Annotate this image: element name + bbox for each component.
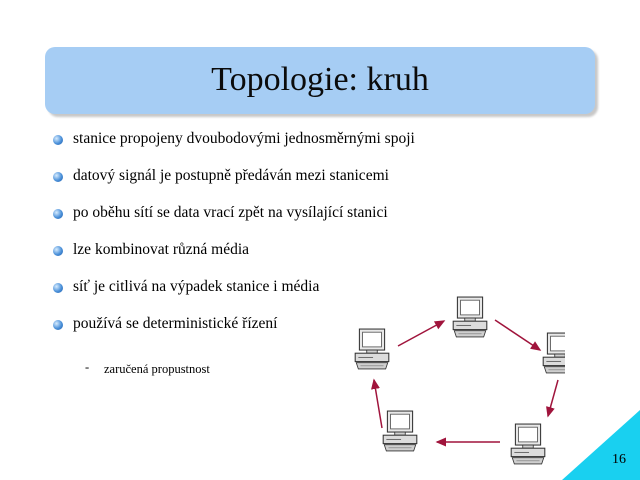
bullet-text: stanice propojeny dvoubodovými jednosměrnými spoji	[73, 130, 415, 147]
bullet-text: lze kombinovat různá média	[73, 241, 250, 258]
arrow-top-to-right	[495, 320, 540, 350]
title-box	[45, 47, 595, 114]
bullet-item	[53, 167, 415, 204]
bullet-item	[53, 130, 415, 167]
arrow-right-to-bottom-right	[548, 380, 558, 416]
bullet-dot-icon	[53, 135, 63, 145]
computer-left-icon	[355, 329, 389, 369]
arrow-bottom-left-to-left	[374, 380, 382, 428]
slide-title: Topologie: kruh	[211, 61, 429, 98]
arrow-left-to-top	[398, 321, 444, 346]
bullet-dot-icon	[53, 172, 63, 182]
computer-top-icon	[453, 297, 487, 337]
bullet-text: datový signál je postupně předáván mezi stanicemi	[73, 167, 389, 184]
sub-bullet-text: zaručená propustnost	[104, 362, 210, 376]
bullet-dot-icon	[53, 320, 63, 330]
bullet-dot-icon	[53, 246, 63, 256]
corner-decoration	[562, 410, 640, 480]
bullet-dot-icon	[53, 209, 63, 219]
computer-bottom-right-icon	[511, 424, 545, 464]
bullet-item	[53, 204, 415, 241]
ring-topology-diagram	[340, 288, 565, 473]
sub-bullet	[85, 362, 210, 377]
sub-bullet-marker: -	[85, 360, 90, 374]
bullet-text: používá se deterministické řízení	[73, 315, 278, 332]
bullet-dot-icon	[53, 283, 63, 293]
bullet-text: po oběhu sítí se data vrací zpět na vysílající stanici	[73, 204, 388, 221]
computer-right-icon	[543, 333, 565, 373]
page-number: 16	[612, 452, 626, 467]
bullet-item	[53, 241, 415, 278]
computer-bottom-left-icon	[383, 411, 417, 451]
bullet-text: síť je citlivá na výpadek stanice i média	[73, 278, 320, 295]
